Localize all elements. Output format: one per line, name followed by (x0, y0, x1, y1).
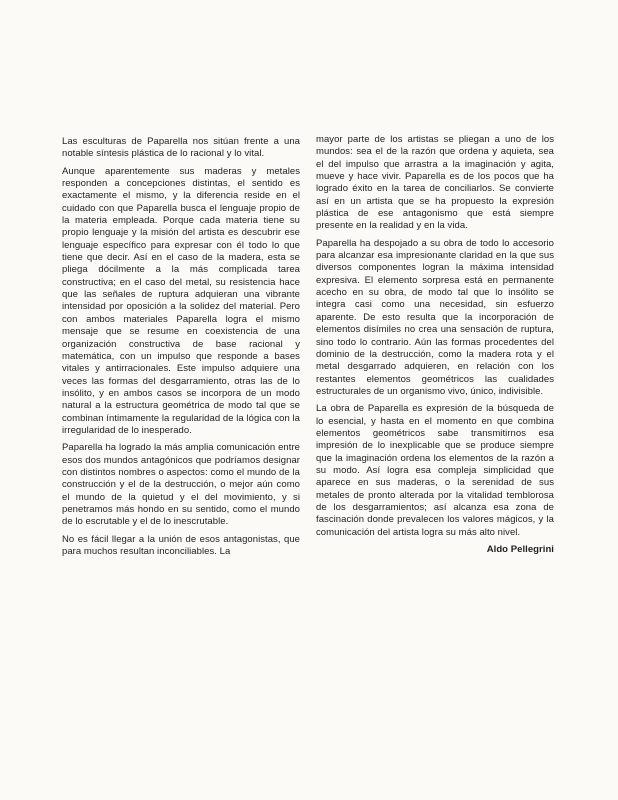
right-column (316, 134, 554, 556)
left-column (62, 136, 300, 563)
paragraph: Aunque aparentemente sus maderas y metales responden a concepciones distintas, el sentido es exactamente el mismo, y la diferencia reside en el cuidado con que Paparella busca el lenguaje propio de la materia empleada. Porque cada materia tiene su propio lenguaje y la misión del artista es descubrir ese lenguaje específico para expresar con él todo lo que tiene que decir. Así en el caso de la madera, esta se pliega dócilmente a la más complicada tarea constructiva; en el caso del metal, su resistencia hace que las señales de ruptura adquieran una vibrante intensidad por oposición a la solidez del material. Pero con ambos materiales Paparella logra el mismo mensaje que se resume en coexistencia de una organización constructiva de base racional y matemática, con un impulso que responde a bases vitales y antirracionales. Este impulso adquiere una veces las formas del desgarramiento, otras las de lo insólito, y en ambos casos se incorpora de un modo natural a la estructura geométrica de modo tal que se combinan íntimamente la regularidad de la lógica con la irregularidad de lo inesperado. (62, 165, 300, 436)
paragraph: La obra de Paparella es expresión de la búsqueda de lo esencial, y hasta en el momento en que combina elementos geométricos sabe transmitirnos esa impresión de lo inexplicable que se produce siempre que la imaginación ordena los elementos de la razón a su modo. Así logra esa compleja simplicidad que aparece en sus maderas, o la serenidad de sus metales de pronto alterada por la vitalidad temblorosa de los desgarramientos; así alcanza esa zona de fascinación donde prevalecen los valores mágicos, y la comunicación del artista logra su más alto nivel. (316, 403, 554, 538)
paragraph: Paparella ha despojado a su obra de todo lo accesorio para alcanzar esa impresionante claridad en la que sus diversos componentes logran la máxima intensidad expresiva. El elemento sorpresa está en permanente acecho en su obra, de modo tal que lo insólito se integra casi como una necesidad, sin esfuerzo aparente. De esto resulta que la incorporación de elementos disímiles no crea una sensación de ruptura, sino todo lo contrario. Aún las formas procedentes del dominio de la destrucción, como la madera rota y el metal desgarrado adquieren, en relación con los restantes elementos geométricos las cualidades estructurales de un organismo vivo, único, indivisible. (316, 237, 554, 397)
paragraph: mayor parte de los artistas se pliegan a uno de los mundos: sea el de la razón que ordena y aquieta, sea el del impulso que arrastra a la imaginación y agita, mueve y hace vivir. Paparella es de los pocos que ha logrado éxito en la tarea de conciliarlos. Se convierte así en un artista que se ha propuesto la expresión plástica de ese antagonismo que está siempre presente en la realidad y en la vida. (316, 134, 554, 232)
author-signature: Aldo Pellegrini (486, 544, 554, 555)
paragraph: Paparella ha logrado la más amplia comunicación entre esos dos mundos antagónicos que podríamos designar con distintos nombres o aspectos: como el mundo de la construcción y el de la destrucción, o mejor aún como el mundo de la quietud y el del movimiento, y si penetramos más hondo en su sentido, como el mundo de lo escrutable y el de lo inescrutable. (62, 442, 300, 528)
paragraph: Las esculturas de Paparella nos sitúan frente a una notable síntesis plástica de lo racional y lo vital. (62, 136, 300, 160)
paragraph: No es fácil llegar a la unión de esos antagonistas, que para muchos resultan inconciliables. La (62, 533, 300, 557)
